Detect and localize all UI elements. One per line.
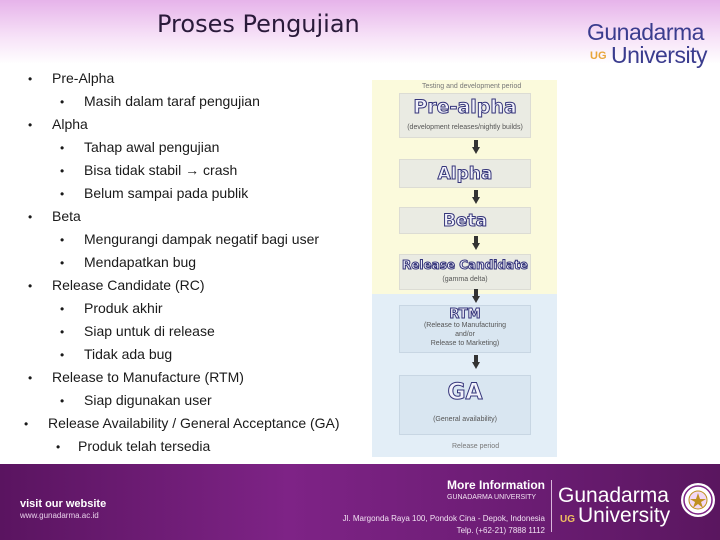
bullet-dot: • xyxy=(28,72,33,86)
arrow-down-icon xyxy=(472,140,480,154)
bullet-list xyxy=(0,64,370,464)
logo-ug-mark: UG xyxy=(590,50,607,62)
sub-bullet-dot: • xyxy=(60,233,65,247)
sub-bullet-item: Siap digunakan user xyxy=(84,392,212,408)
sub-bullet-item: Belum sampai pada publik xyxy=(84,185,249,201)
footer-logo-line2: University xyxy=(578,504,671,527)
testing-period-label: Testing and development period xyxy=(422,83,522,90)
footer-logo-line1: Gunadarma xyxy=(558,484,669,507)
sub-bullet-dot: • xyxy=(60,394,65,408)
more-information-heading: More Information xyxy=(447,478,545,492)
stage-beta xyxy=(399,207,531,234)
footer-divider xyxy=(551,480,552,532)
stage-prealpha xyxy=(399,93,531,138)
footer-phone: Telp. (+62-21) 7888 1112 xyxy=(456,526,545,535)
sub-bullet-item: Mengurangi dampak negatif bagi user xyxy=(84,231,320,247)
sub-bullet-dot: • xyxy=(60,256,65,270)
sub-bullet-dot: • xyxy=(60,302,65,316)
sub-bullet-item: Produk telah tersedia xyxy=(78,438,211,454)
bullet-item: Release Candidate (RC) xyxy=(52,277,205,293)
stage-rtm-sub: Release to Marketing) xyxy=(430,340,500,347)
stage-rtm xyxy=(399,305,531,353)
slide-title: Proses Pengujian xyxy=(157,10,360,38)
bullet-dot: • xyxy=(28,279,33,293)
sub-bullet-dot: • xyxy=(60,348,65,362)
bullet-dot: • xyxy=(28,118,33,132)
stage-rc-label: Release Candidate xyxy=(402,258,528,272)
arrow-down-icon xyxy=(472,289,480,303)
university-logo xyxy=(587,19,712,69)
stage-rtm-sub: (Release to Manufacturing xyxy=(423,322,507,329)
bullet-item: Alpha xyxy=(52,116,88,132)
bullet-dot: • xyxy=(28,371,33,385)
university-seal-icon xyxy=(680,482,716,518)
sub-bullet-item: Mendapatkan bug xyxy=(84,254,197,270)
stage-release-candidate xyxy=(399,254,531,290)
footer-address: Jl. Margonda Raya 100, Pondok Cina - Depok, Indonesia xyxy=(342,514,545,523)
stage-rc-sub: (gamma delta) xyxy=(442,276,488,283)
bullet-item: Release to Manufacture (RTM) xyxy=(52,369,244,385)
sub-bullet-item: Bisa tidak stabil → crash xyxy=(84,162,238,178)
sub-bullet-dot: • xyxy=(60,325,65,339)
stage-rtm-sub: and/or xyxy=(455,331,475,338)
sub-bullet-dot: • xyxy=(60,95,65,109)
stage-rtm-label: RTM xyxy=(449,307,481,322)
arrow-down-icon xyxy=(472,236,480,250)
stage-ga xyxy=(399,375,531,435)
sub-bullet-item: Tidak ada bug xyxy=(84,346,173,362)
sub-bullet-dot: • xyxy=(60,141,65,155)
logo-text-line2: University xyxy=(611,42,707,68)
website-link[interactable]: www.gunadarma.ac.id xyxy=(20,511,99,520)
sub-bullet-item: Masih dalam taraf pengujian xyxy=(84,93,260,109)
stage-prealpha-sub: (development releases/nightly builds) xyxy=(407,124,523,131)
sub-bullet-item: Siap untuk di release xyxy=(84,323,215,339)
stage-ga-sub: (General availability) xyxy=(433,416,497,423)
sub-bullet-dot: • xyxy=(60,164,65,178)
sub-bullet-item: Tahap awal pengujian xyxy=(84,139,220,155)
footer-banner xyxy=(0,464,720,540)
bullet-dot: • xyxy=(28,210,33,224)
bullet-item: Beta xyxy=(52,208,81,224)
footer-logo-ug: UG xyxy=(560,514,575,525)
sub-bullet-item: Produk akhir xyxy=(84,300,163,316)
bullet-item: Pre-Alpha xyxy=(52,70,115,86)
footer-university-name: GUNADARMA UNIVERSITY xyxy=(447,494,537,501)
bullet-item: Release Availability / General Acceptance (GA) xyxy=(48,415,340,431)
visit-website-label: visit our website xyxy=(20,498,107,510)
sub-bullet-dot: • xyxy=(60,187,65,201)
stage-ga-label: GA xyxy=(447,380,483,405)
logo-text-line1: Gunadarma xyxy=(587,19,704,45)
arrow-down-icon xyxy=(472,190,480,204)
release-period-label: Release period xyxy=(452,443,500,450)
bullet-dot: • xyxy=(24,417,29,431)
stage-prealpha-label: Pre-alpha xyxy=(413,96,517,118)
sub-bullet-dot: • xyxy=(56,440,61,454)
stage-beta-label: Beta xyxy=(442,211,488,231)
release-lifecycle-diagram xyxy=(372,80,557,457)
stage-alpha-label: Alpha xyxy=(437,164,493,184)
stage-alpha xyxy=(399,159,531,188)
arrow-down-icon xyxy=(472,355,480,369)
